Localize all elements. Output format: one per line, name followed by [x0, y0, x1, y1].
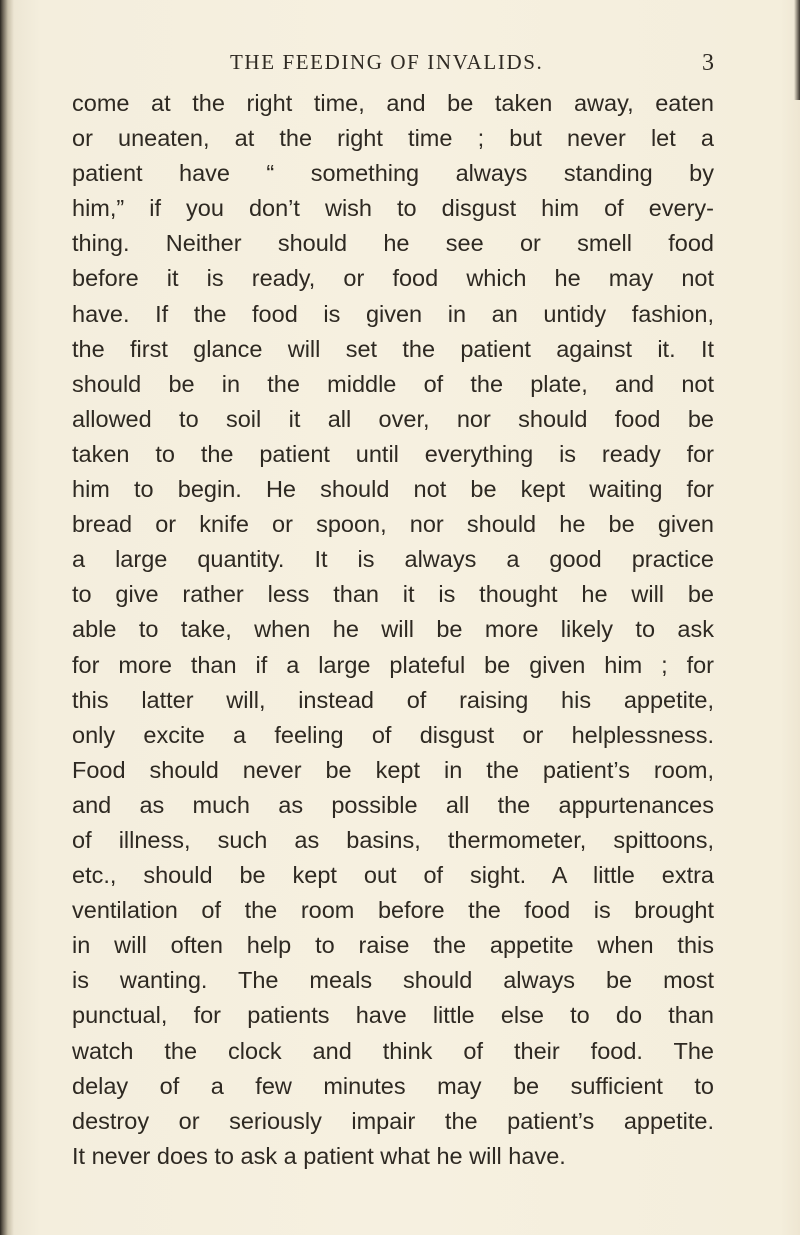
text-line: ventilation of the room before the food is brought: [72, 897, 714, 924]
text-line: before it is ready, or food which he may not: [72, 265, 714, 292]
text-line: is wanting. The meals should always be most: [72, 967, 714, 994]
text-line: etc., should be kept out of sight. A little extra: [72, 862, 714, 889]
text-line: should be in the middle of the plate, and not: [72, 370, 714, 397]
text-line: and as much as possible all the appurtenances: [72, 791, 714, 818]
page-gutter-shadow: [0, 0, 14, 1235]
text-line: the first glance will set the patient against it. It: [72, 335, 714, 362]
text-line: have. If the food is given in an untidy fashion,: [72, 300, 714, 327]
text-line: able to take, when he will be more likely to ask: [72, 616, 714, 643]
text-line: this latter will, instead of raising his appetite,: [72, 686, 714, 713]
text-line: allowed to soil it all over, nor should food be: [72, 405, 714, 432]
text-line: delay of a few minutes may be sufficient to: [72, 1072, 714, 1099]
text-line: a large quantity. It is always a good practice: [72, 546, 714, 573]
body-paragraph: [72, 86, 714, 1174]
page-header: [72, 50, 714, 86]
text-line: only excite a feeling of disgust or helplessness.: [72, 721, 714, 748]
text-line: him to begin. He should not be kept waiting for: [72, 476, 714, 503]
text-line: for more than if a large plateful be given him ; for: [72, 651, 714, 678]
text-line: thing. Neither should he see or smell food: [72, 230, 714, 257]
text-line: or uneaten, at the right time ; but never let a: [72, 125, 714, 152]
text-line: come at the right time, and be taken away, eaten: [72, 90, 714, 116]
page-number: 3: [702, 50, 714, 76]
text-line: of illness, such as basins, thermometer, spittoons,: [72, 826, 714, 853]
text-line: It never does to ask a patient what he will have.: [72, 1142, 566, 1169]
text-line: to give rather less than it is thought he will be: [72, 581, 714, 608]
page-edge-shadow: [794, 0, 800, 100]
text-line: Food should never be kept in the patient’s room,: [72, 756, 714, 783]
text-line: watch the clock and think of their food. The: [72, 1037, 714, 1064]
text-line: patient have “ something always standing by: [72, 160, 714, 187]
text-line: bread or knife or spoon, nor should he be given: [72, 511, 714, 538]
text-line: in will often help to raise the appetite when this: [72, 932, 714, 959]
text-line: taken to the patient until everything is ready for: [72, 440, 714, 467]
text-line: destroy or seriously impair the patient’s appetite.: [72, 1107, 714, 1134]
running-title: THE FEEDING OF INVALIDS.: [230, 50, 544, 74]
text-line: punctual, for patients have little else to do than: [72, 1002, 714, 1029]
text-line: him,” if you don’t wish to disgust him of every-: [72, 195, 714, 222]
